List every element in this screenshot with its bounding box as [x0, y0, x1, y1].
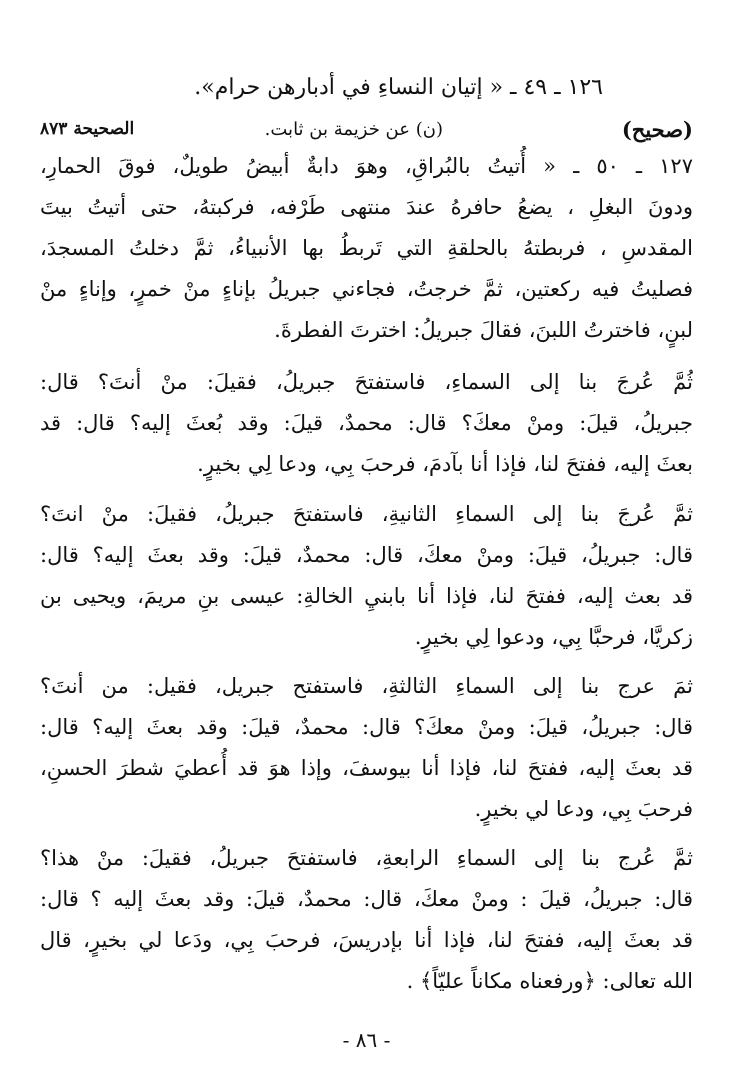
- text-line: قد بعثَ إليه، ففتحَ لنا، فإذا أنا بيوسفَ، وإذا هوَ قد أُعطيَ شطرَ الحسنِ،: [40, 756, 693, 780]
- text-line: قال: جبريلُ، قيلَ: ومنْ معكَ، قال: محمدٌ، قيلَ: وقد بعثَ إليه؟ قال:: [40, 543, 693, 567]
- paragraph-fourth-heaven: [40, 838, 693, 1002]
- text-line: قد بعث إليه، ففتحَ لنا، فإذا أنا بابنيِ الخالةِ: عيسى بنِ مريمَ، ويحيى بن: [40, 584, 693, 608]
- text-line: ١٢٧ ـ ٥٠ ـ « أُتيتُ بالبُراقِ، وهوَ دابةٌ أبيضُ طويلٌ، فوقَ الحمارِ،: [40, 154, 693, 178]
- text-line: ثمَّ عُرج بنا إلى السماءِ الرابعةِ، فاستفتحَ جبريلُ، فقيلَ: منْ هذا؟: [40, 846, 693, 870]
- text-line: قال: جبريلُ، قيلَ : ومنْ معكَ، قال: محمدٌ، قيلَ: وقد بعثَ إليه ؟ قال:: [40, 887, 693, 911]
- text-line: المقدسِ ، فربطتهُ بالحلقةِ التي تَربطُ بها الأنبياءُ، ثمَّ دخلتُ المسجدَ،: [40, 236, 693, 260]
- reference-label: الصحيحة ٨٧٣: [40, 119, 135, 139]
- text-line: فرحبَ بِي، ودعا لي بخيرٍ.: [474, 797, 693, 821]
- text-line: قد بعثَ إليه، ففتحَ لنا، فإذا أنا بإدريسَ، فرحبَ بِي، ودَعا لي بخيرٍ، قال: [40, 928, 693, 952]
- paragraph-second-heaven: [40, 494, 693, 658]
- paragraph-third-heaven: [40, 666, 693, 830]
- text-line: ثمَ عرج بنا إلى السماءِ الثالثةِ، فاستفتح جبريل، فقيل: من أنتَ؟: [40, 674, 693, 698]
- text-line: جبريلُ، قيلَ: ومنْ معكَ؟ قال: محمدٌ، قيلَ: وقد بُعثَ إليه؟ قال: قد: [40, 411, 693, 435]
- source-row: [40, 112, 693, 146]
- text-line: ثُمَّ عُرجَ بنا إلى السماءِ، فاستفتحَ جبريلُ، فقيلَ: منْ أنتَ؟ قال:: [40, 370, 693, 394]
- text-line: الله تعالى: ﴿ورفعناه مكاناً عليّاً﴾ .: [406, 969, 693, 993]
- page-number: - ٨٦ -: [342, 1028, 391, 1052]
- text-line: ثمَّ عُرجَ بنا إلى السماءِ الثانيةِ، فاستفتحَ جبريلُ، فقيلَ: منْ انتَ؟: [40, 502, 693, 526]
- text-line: زكريَّا، فرحبَّا بِي، ودعوا لِي بخيرٍ.: [414, 625, 693, 649]
- text-line: بعثَ إليه، ففتحَ لنا، فإذا أنا بآدمَ، فرحبَ بِي، ودعا لِي بخيرٍ.: [197, 452, 693, 476]
- narrator-attribution: (ن) عن خزيمة بن ثابت.: [264, 118, 443, 140]
- text-line: لبنٍ، فاخترتُ اللبنَ، فقالَ جبريلُ: اخترتَ الفطرةَ.: [274, 318, 693, 342]
- paragraph-first-heaven: [40, 362, 693, 485]
- hadith-127-text: [40, 146, 693, 351]
- text-line: قال: جبريلُ، قيلَ: ومنْ معكَ؟ قال: محمدٌ، قيلَ: وقد بعثَ إليه؟ قال:: [40, 715, 693, 739]
- text-line: فصليتُ فيه ركعتين، ثمَّ خرجتُ، فجاءني جبريلُ بإناءٍ منْ خمرٍ، وإناءٍ منْ: [40, 277, 693, 301]
- hadith-126-heading: ١٢٦ ـ ٤٩ ـ « إتيان النساءِ في أدبارهن حرام».: [194, 75, 603, 100]
- text-line: ودونَ البغلِ ، يضعُ حافرهُ عندَ منتهى طَرْفه، فركبتهُ، حتى أتيتُ بيتَ: [40, 195, 693, 219]
- grade-label: (صحيح): [621, 116, 693, 142]
